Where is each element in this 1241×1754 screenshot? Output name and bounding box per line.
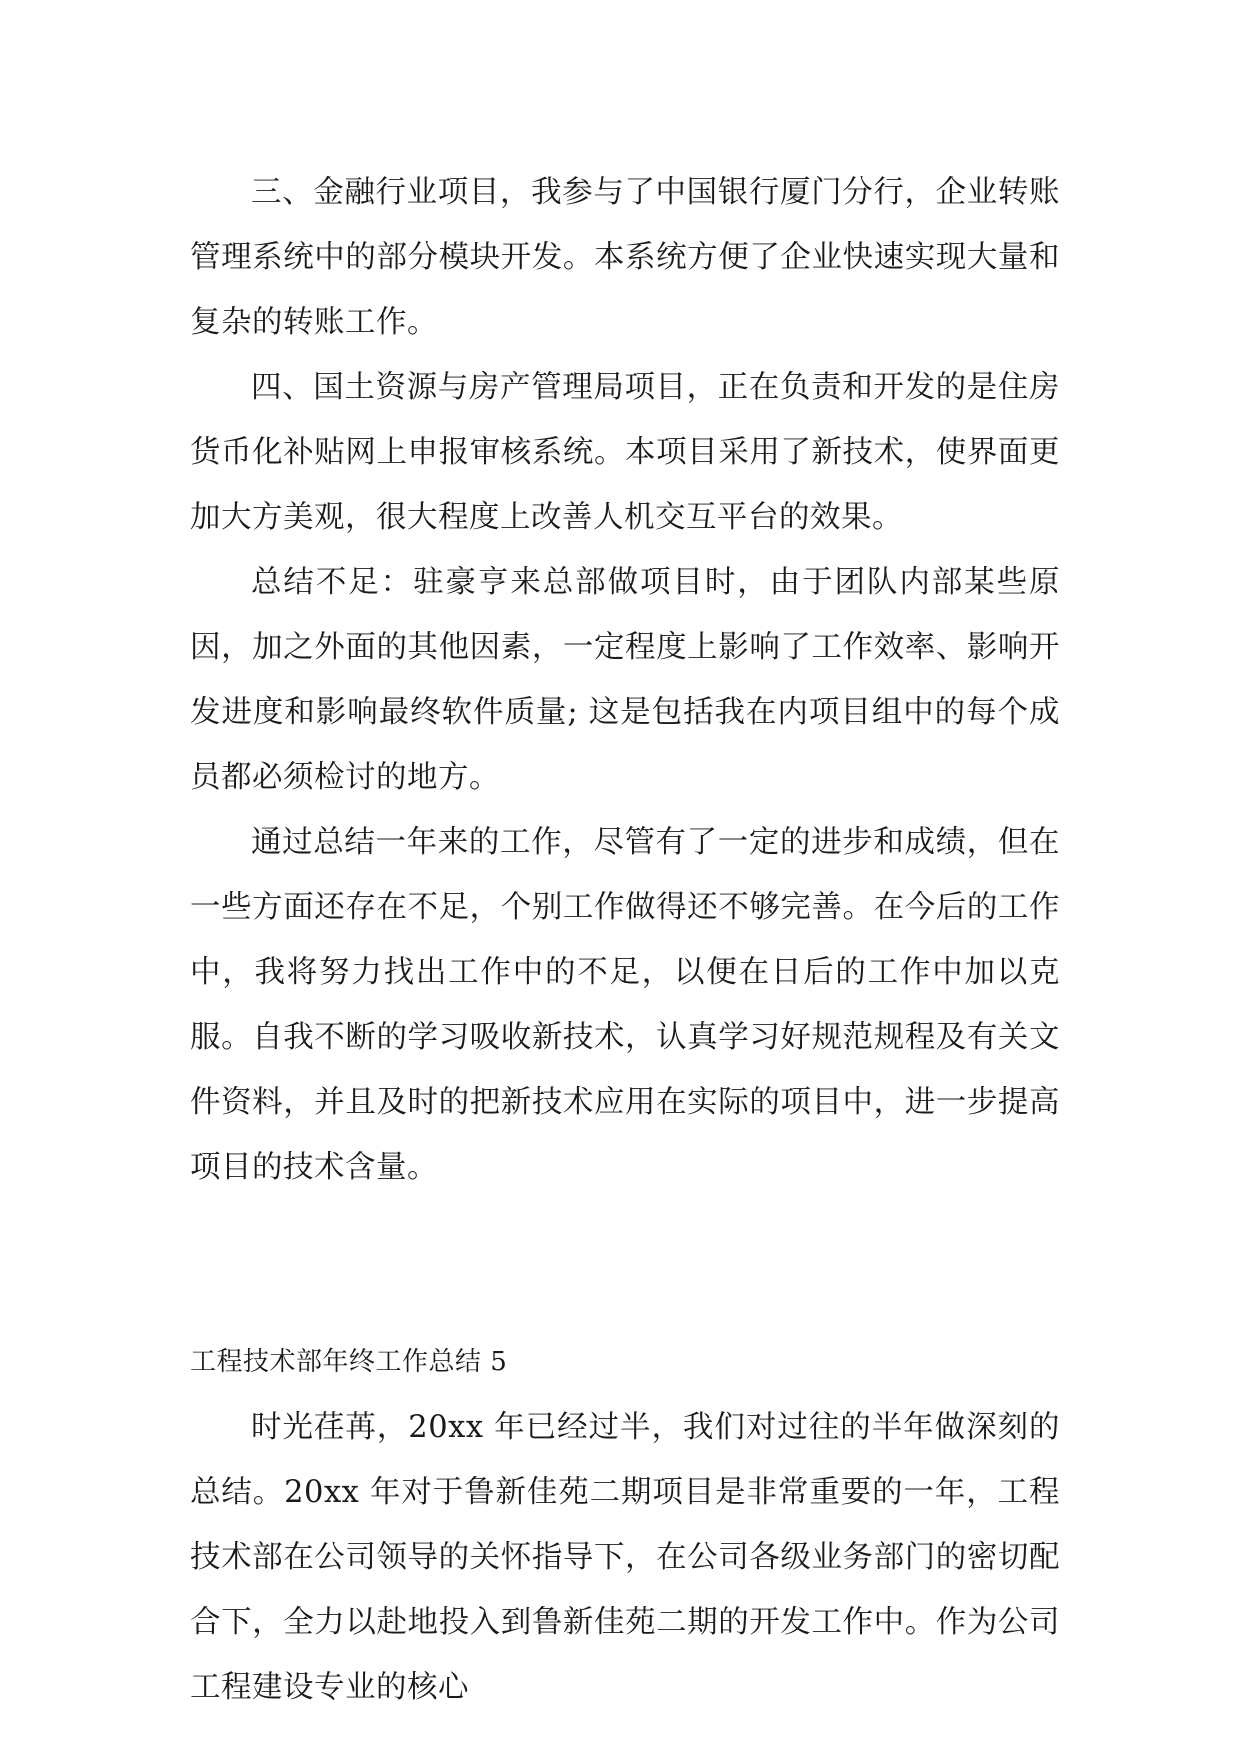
document-body (190, 160, 1060, 1720)
paragraph-financial-project: 三、金融行业项目，我参与了中国银行厦门分行，企业转账管理系统中的部分模块开发。本系统方便了企业快速实现大量和复杂的转账工作。 (190, 175, 1060, 340)
paragraph-shortcomings: 总结不足：驻豪亨来总部做项目时，由于团队内部某些原因，加之外面的其他因素，一定程度上影响了工作效率、影响开发进度和影响最终软件质量; 这是包括我在内项目组中的每个成员都必须检讨的地方。 (190, 565, 1060, 795)
section-spacer (190, 1200, 1060, 1330)
section-heading: 工程技术部年终工作总结 5 (190, 1347, 508, 1377)
paragraph-half-year-summary: 时光荏苒，20xx 年已经过半，我们对过往的半年做深刻的总结。20xx 年对于鲁新佳苑二期项目是非常重要的一年，工程技术部在公司领导的关怀指导下，在公司各级业务部门的密切配合下，全力以赴地投入到鲁新佳苑二期的开发工作中。作为公司工程建设专业的核心 (190, 1410, 1060, 1705)
paragraph-future-plan: 通过总结一年来的工作，尽管有了一定的进步和成绩，但在一些方面还存在不足，个别工作做得还不够完善。在今后的工作中，我将努力找出工作中的不足，以便在日后的工作中加以克服。自我不断的学习吸收新技术，认真学习好规范规程及有关文件资料，并且及时的把新技术应用在实际的项目中，进一步提高项目的技术含量。 (190, 825, 1060, 1185)
paragraph-land-resources-project: 四、国土资源与房产管理局项目，正在负责和开发的是住房货币化补贴网上申报审核系统。本项目采用了新技术，使界面更加大方美观，很大程度上改善人机交互平台的效果。 (190, 370, 1060, 535)
